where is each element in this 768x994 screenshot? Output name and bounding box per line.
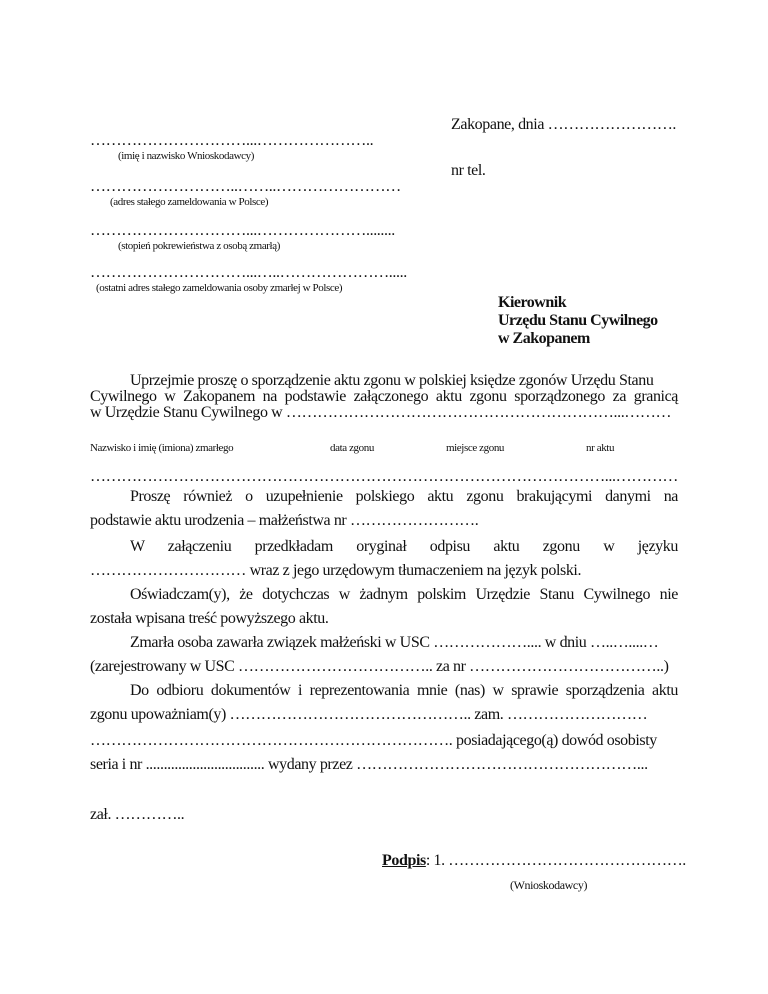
request-line-3: w Urzędzie Stanu Cywilnego w ………………………………………………………...……… xyxy=(90,404,672,421)
column-death-date: data zgonu xyxy=(330,442,374,454)
auth-line-4: seria i nr ................................. wydany przez ………………………………………………... xyxy=(90,756,648,773)
recipient-office: Urzędu Stanu Cywilnego xyxy=(498,312,658,329)
column-act-number: nr aktu xyxy=(586,442,615,454)
declare-line-2: została wpisana treść powyższego aktu. xyxy=(90,610,329,627)
recipient-city: w Zakopanem xyxy=(498,330,590,347)
applicant-name-caption: (imię i nazwisko Wnioskodawcy) xyxy=(118,150,254,162)
attach-line-1: W załączeniu przedkładam oryginał odpisu aktu zgonu w języku xyxy=(130,538,678,555)
kinship-caption: (stopień pokrewieństwa z osobą zmarłą) xyxy=(118,240,280,252)
applicant-name-dots: …………………………...………………….. xyxy=(90,132,374,149)
attach-line-2: ………………………… wraz z jego urzędowym tłumaczeniem na język polski. xyxy=(90,562,582,579)
signature-label: Podpis xyxy=(382,852,426,869)
marriage-line-2: (zarejestrowany w USC ……………………………….. za nr ………………………………..) xyxy=(90,658,669,675)
auth-line-2: zgonu upoważniam(y) ……………………………………….. zam. ……………………… xyxy=(90,706,648,723)
declare-line-1: Oświadczam(y), że dotychczas w żadnym polskim Urzędzie Stanu Cywilnego nie xyxy=(130,586,678,603)
column-deceased-name: Nazwisko i imię (imiona) zmarłego xyxy=(90,442,234,454)
applicant-address-dots: ………………………..……..…………………… xyxy=(90,178,401,195)
phone-label: nr tel. xyxy=(451,162,486,179)
supplement-line-1: Proszę również o uzupełnienie polskiego aktu zgonu brakującymi danymi na xyxy=(130,488,678,505)
attachment-note: zał. ………….. xyxy=(90,806,185,823)
recipient-title: Kierownik xyxy=(498,294,567,311)
auth-line-1: Do odbioru dokumentów i reprezentowania mnie (nas) w sprawie sporządzenia aktu xyxy=(130,682,678,699)
request-line-2: Cywilnego w Zakopanem na podstawie załączonego aktu zgonu sporządzonego za granicą xyxy=(90,388,678,405)
auth-line-3: ……………………………………………………………. posiadającego(ą) dowód osobisty xyxy=(90,732,657,749)
place-date: Zakopane, dnia ……………………. xyxy=(451,116,677,133)
supplement-line-2: podstawie aktu urodzenia – małżeństwa nr ……………………. xyxy=(90,512,479,529)
signature-line xyxy=(382,852,686,870)
request-line-1: Uprzejmie proszę o sporządzenie aktu zgonu w polskiej księdze zgonów Urzędu Stanu xyxy=(130,372,654,389)
marriage-line-1: Zmarła osoba zawarła związek małżeński w USC ……………….... w dniu …..…....… xyxy=(130,634,659,651)
kinship-dots: …………………………...…………………........ xyxy=(90,222,395,239)
deceased-data-dots: ………………………………………………………………………………………...………… xyxy=(90,468,679,485)
applicant-address-caption: (adres stałego zameldowania w Polsce) xyxy=(110,196,269,208)
signature-caption: (Wnioskodawcy) xyxy=(510,878,588,892)
recipient-block xyxy=(498,294,658,348)
column-death-place: miejsce zgonu xyxy=(446,442,505,454)
deceased-address-dots: …………………………...…..…………………..... xyxy=(90,264,407,281)
signature-dots: : 1. ………………………………………. xyxy=(425,852,686,869)
deceased-address-caption: (ostatni adres stałego zameldowania osoby zmarłej w Polsce) xyxy=(96,282,343,294)
